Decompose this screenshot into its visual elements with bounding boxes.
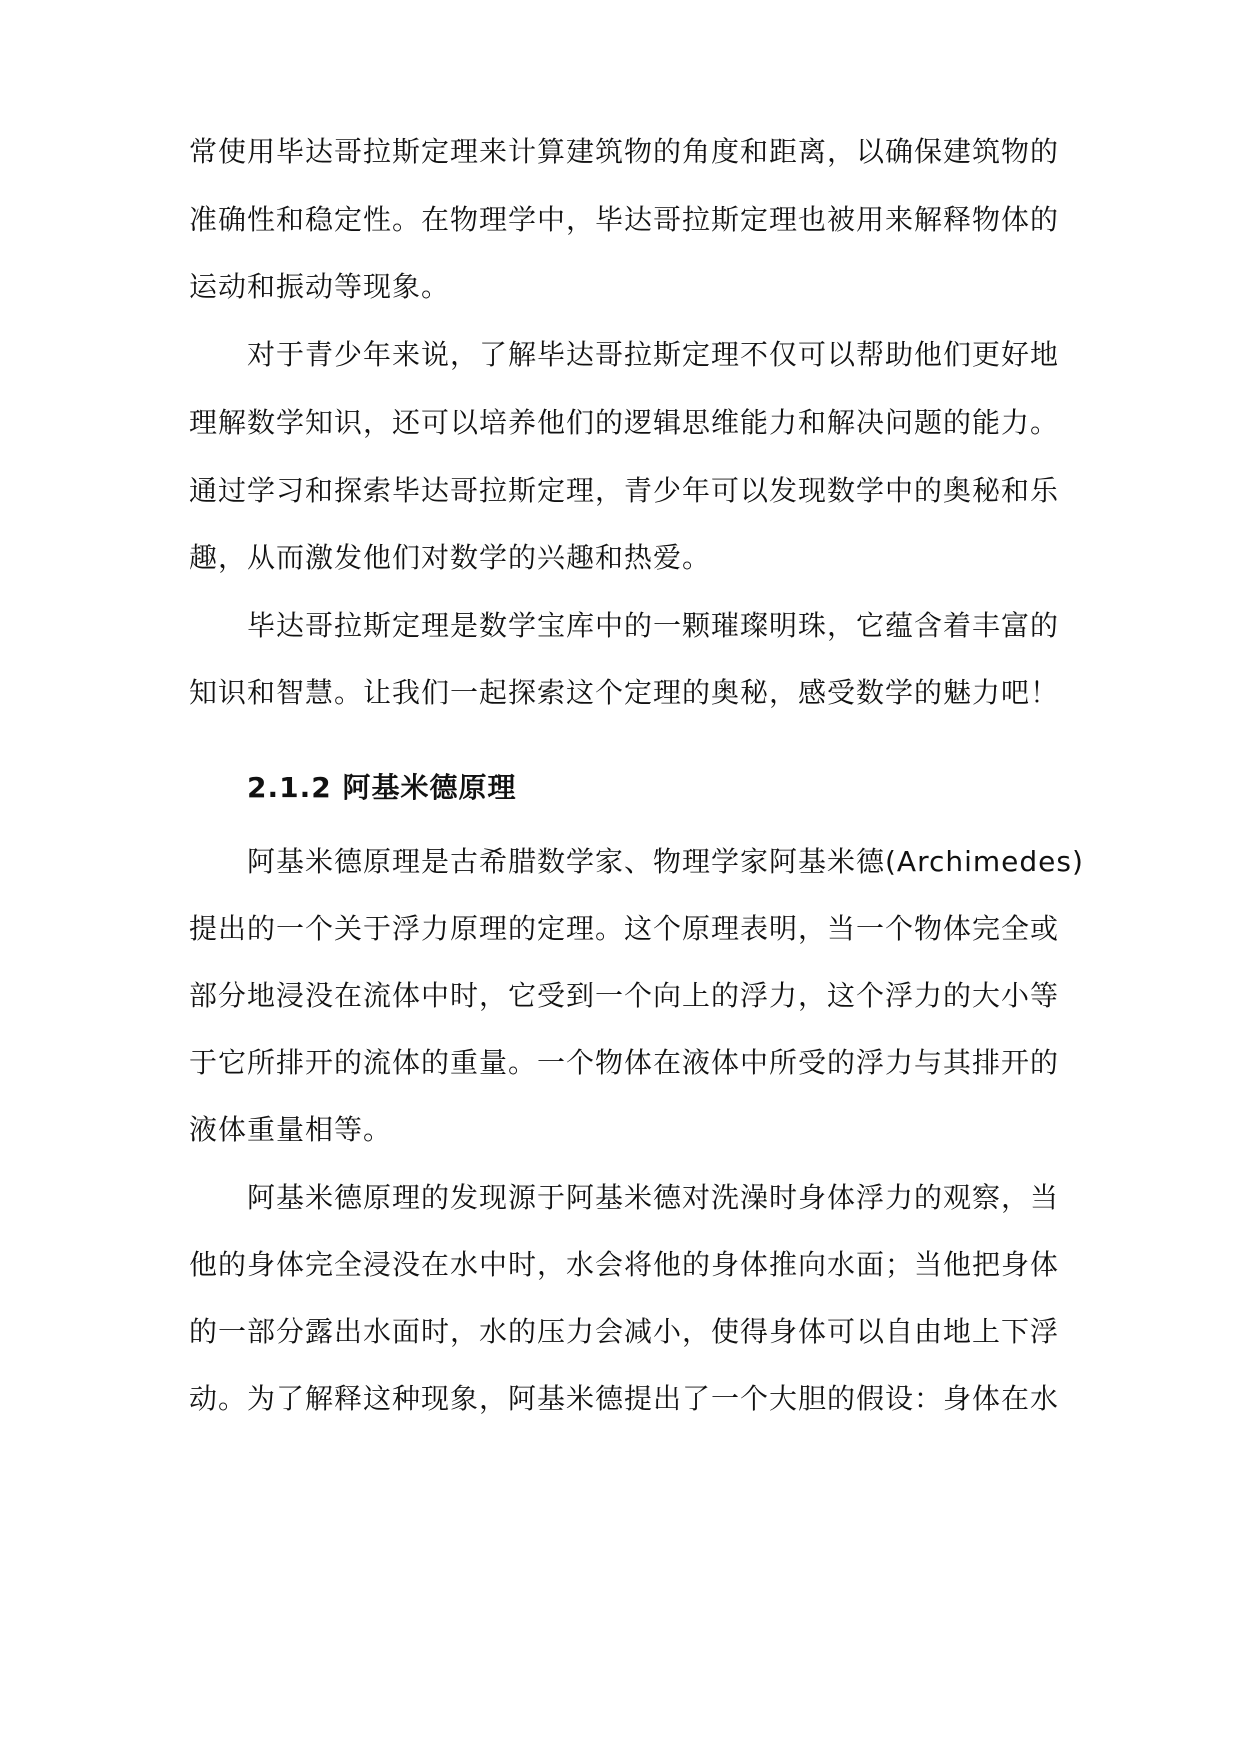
paragraph-4-line-4: 于它所排开的流体的重量。一个物体在液体中所受的浮力与其排开的 [189, 1046, 1060, 1079]
paragraph-2-line-3: 通过学习和探索毕达哥拉斯定理，青少年可以发现数学中的奥秘和乐 [189, 474, 1060, 507]
paragraph-5-line-1: 阿基米德原理的发现源于阿基米德对洗澡时身体浮力的观察，当 [247, 1181, 1060, 1214]
paragraph-3-line-1: 毕达哥拉斯定理是数学宝库中的一颗璀璨明珠，它蕴含着丰富的 [247, 609, 1060, 642]
paragraph-3-line-2: 知识和智慧。让我们一起探索这个定理的奥秘，感受数学的魅力吧！ [189, 676, 1060, 709]
paragraph-2-line-1: 对于青少年来说，了解毕达哥拉斯定理不仅可以帮助他们更好地 [247, 338, 1060, 371]
paragraph-4-line-3: 部分地浸没在流体中时，它受到一个向上的浮力，这个浮力的大小等 [189, 979, 1060, 1012]
paragraph-5-line-4: 动。为了解释这种现象，阿基米德提出了一个大胆的假设：身体在水 [189, 1382, 1060, 1415]
paragraph-1-line-3: 运动和振动等现象。 [189, 270, 451, 303]
paragraph-5-line-3: 的一部分露出水面时，水的压力会减小，使得身体可以自由地上下浮 [189, 1315, 1060, 1348]
paragraph-1-line-1: 常使用毕达哥拉斯定理来计算建筑物的角度和距离，以确保建筑物的 [189, 135, 1060, 168]
paragraph-1-line-2: 准确性和稳定性。在物理学中，毕达哥拉斯定理也被用来解释物体的 [189, 203, 1060, 236]
paragraph-2-line-4: 趣，从而激发他们对数学的兴趣和热爱。 [189, 541, 712, 574]
paragraph-5-line-2: 他的身体完全浸没在水中时，水会将他的身体推向水面；当他把身体 [189, 1248, 1060, 1281]
paragraph-4-line-1: 阿基米德原理是古希腊数学家、物理学家阿基米德(Archimedes) [247, 845, 1084, 878]
paragraph-2-line-2: 理解数学知识，还可以培养他们的逻辑思维能力和解决问题的能力。 [189, 406, 1060, 439]
section-heading: 2.1.2 阿基米德原理 [247, 771, 517, 804]
paragraph-4-line-2: 提出的一个关于浮力原理的定理。这个原理表明，当一个物体完全或 [189, 912, 1060, 945]
paragraph-4-line-5: 液体重量相等。 [189, 1113, 393, 1146]
